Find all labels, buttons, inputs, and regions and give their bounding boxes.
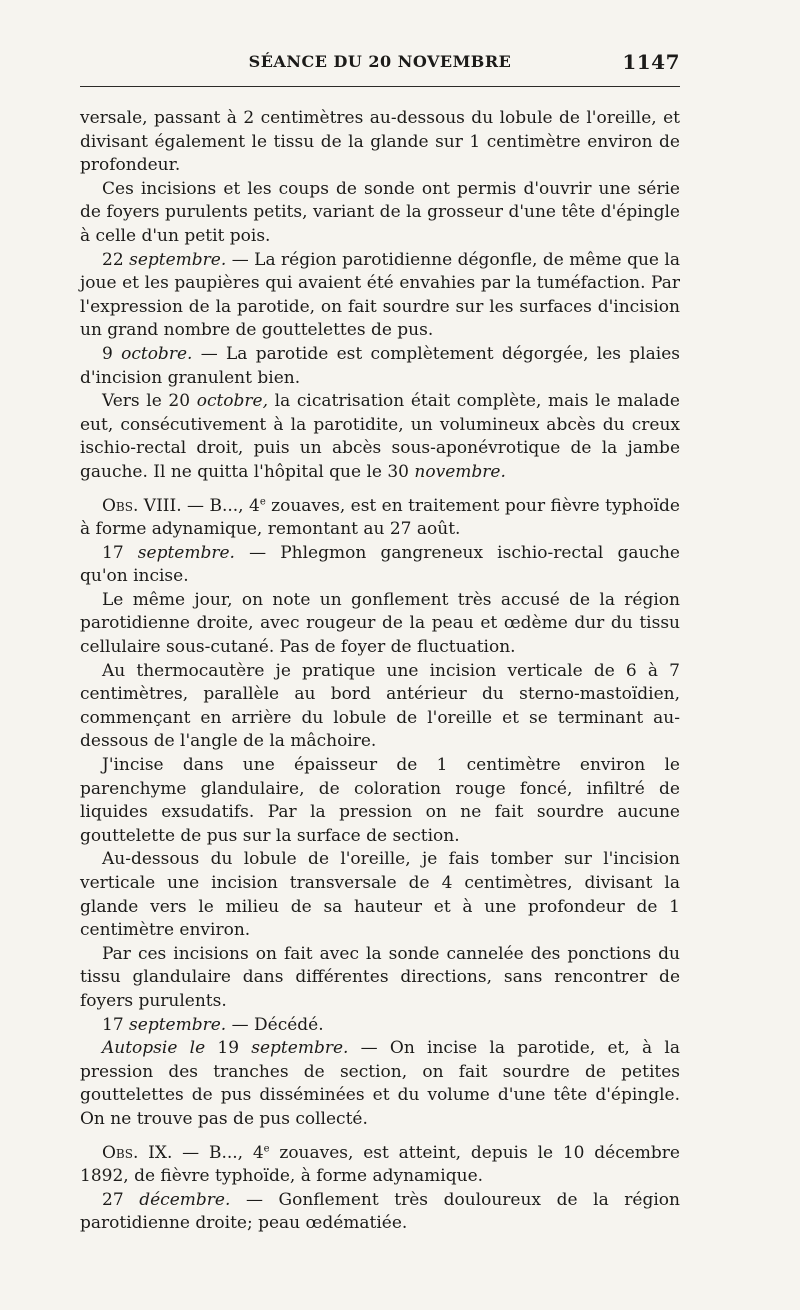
page-number: 1147 xyxy=(622,50,680,74)
text-run: Par ces incisions on fait avec la sonde cannelée des ponctions du tissu glandulaire dans différentes directions, sans rencontrer de foyers purulents. xyxy=(80,943,680,1011)
text-run: 17 xyxy=(102,542,138,563)
paragraph xyxy=(80,178,680,249)
text-run: — La parotide est complètement dégorgée, les plaies d'incision granulent bien. xyxy=(80,343,680,388)
text-run: zouaves, est en traitement pour fièvre typhoïde à forme adynamique, remontant au 27 août. xyxy=(80,495,680,540)
paragraph xyxy=(80,1189,680,1236)
italic-text: septembre. xyxy=(129,1014,227,1035)
paragraph xyxy=(80,249,680,343)
text-run: Vers le 20 xyxy=(102,391,197,412)
italic-text: septembre. xyxy=(129,249,227,270)
paragraph xyxy=(80,107,680,178)
text-run: la cicatrisation était complète, mais le malade eut, consécutivement à la parotidite, un volumineux abcès du creux ischio-rectal droit, puis un abcès sous-aponévrotique de la jambe gauche. Il ne quitta l'hôpital que le 30 xyxy=(80,391,680,482)
text-run: 19 xyxy=(205,1038,252,1059)
italic-text: septembre. xyxy=(251,1038,349,1059)
text-run: J'incise dans une épaisseur de 1 centimètre environ le parenchyme glandulaire, de coloration rouge foncé, infiltré de liquides exsudatifs. Par la pression on ne fait sourdre aucune gouttelette de pus sur la surface de section. xyxy=(80,755,680,846)
text-run: zouaves, est atteint, depuis le 10 décembre 1892, de fièvre typhoïde, à forme adynamique. xyxy=(80,1142,680,1187)
superscript: e xyxy=(263,1142,270,1154)
text-run: — B..., 4 xyxy=(181,495,260,516)
header-rule xyxy=(80,86,680,87)
paragraph xyxy=(80,1142,680,1189)
italic-text: septembre. xyxy=(137,542,235,563)
text-run: — On incise la parotide, et, à la pression des tranches de section, on fait sourdre de petites gouttelettes de pus disséminées et du volume d'une tête d'épingle. On ne trouve pas de pus collecté. xyxy=(80,1038,680,1129)
book-page xyxy=(80,48,680,1236)
paragraph xyxy=(80,848,680,942)
text-run: 17 xyxy=(102,1014,130,1035)
italic-text: décembre. xyxy=(139,1189,231,1210)
paragraph xyxy=(80,495,680,542)
italic-text: octobre, xyxy=(196,391,269,412)
text-run: — Décédé. xyxy=(226,1014,324,1035)
running-head-title: SÉANCE DU 20 NOVEMBRE xyxy=(248,52,512,71)
text-run: — Phlegmon gangreneux ischio-rectal gauche qu'on incise. xyxy=(80,542,680,587)
text-run: Au thermocautère je pratique une incision verticale de 6 à 7 centimètres, parallèle au bord antérieur du sterno-mastoïdien, commençant en arrière du lobule de l'oreille et se terminant au-dessous de l'angle de la mâchoire. xyxy=(80,660,680,752)
text-run: — La région parotidienne dégonfle, de même que la joue et les paupières qui avaient été envahies par la tuméfaction. Par l'expression de la parotide, on fait sourdre sur les surfaces d'incision un grand nombre de gouttelettes de pus. xyxy=(80,249,680,341)
paragraph xyxy=(80,343,680,390)
paragraph xyxy=(80,660,680,754)
paragraph xyxy=(80,1037,680,1131)
text-run: — B..., 4 xyxy=(172,1142,264,1163)
text-run: Au-dessous du lobule de l'oreille, je fais tomber sur l'incision verticale une incision transversale de 4 centimètres, divisant la glande vers le milieu de sa hauteur et à une profondeur de 1 centimètre environ. xyxy=(80,849,680,941)
paragraph xyxy=(80,754,680,848)
paragraph xyxy=(80,589,680,660)
paragraph xyxy=(80,542,680,589)
smallcaps-text: Obs. VIII. xyxy=(102,495,182,516)
text-run: 22 xyxy=(102,249,130,270)
text-run: Le même jour, on note un gonflement très accusé de la région parotidienne droite, avec rougeur de la peau et œdème dur du tissu cellulaire sous-cutané. Pas de foyer de fluctuation. xyxy=(80,589,680,658)
text-run: Ces incisions et les coups de sonde ont permis d'ouvrir une série de foyers purulents petits, variant de la grosseur d'une tête d'épingle à celle d'un petit pois. xyxy=(80,178,680,246)
text-run: — Gonflement très douloureux de la région parotidienne droite; peau œdématiée. xyxy=(80,1189,680,1234)
italic-text: novembre. xyxy=(414,461,506,482)
text-run: versale, passant à 2 centimètres au-dessous du lobule de l'oreille, et divisant également le tissu de la glande sur 1 centimètre environ de profondeur. xyxy=(80,108,680,176)
running-head xyxy=(80,48,680,74)
paragraph xyxy=(80,943,680,1014)
body-text xyxy=(80,107,680,1236)
italic-text: octobre. xyxy=(121,343,193,364)
text-run: 27 xyxy=(102,1189,140,1210)
superscript: e xyxy=(259,495,266,507)
smallcaps-text: Obs. IX. xyxy=(102,1142,173,1163)
paragraph xyxy=(80,1014,680,1038)
paragraph xyxy=(80,390,680,484)
text-run: 9 xyxy=(102,343,122,364)
italic-text: Autopsie le xyxy=(102,1038,206,1059)
